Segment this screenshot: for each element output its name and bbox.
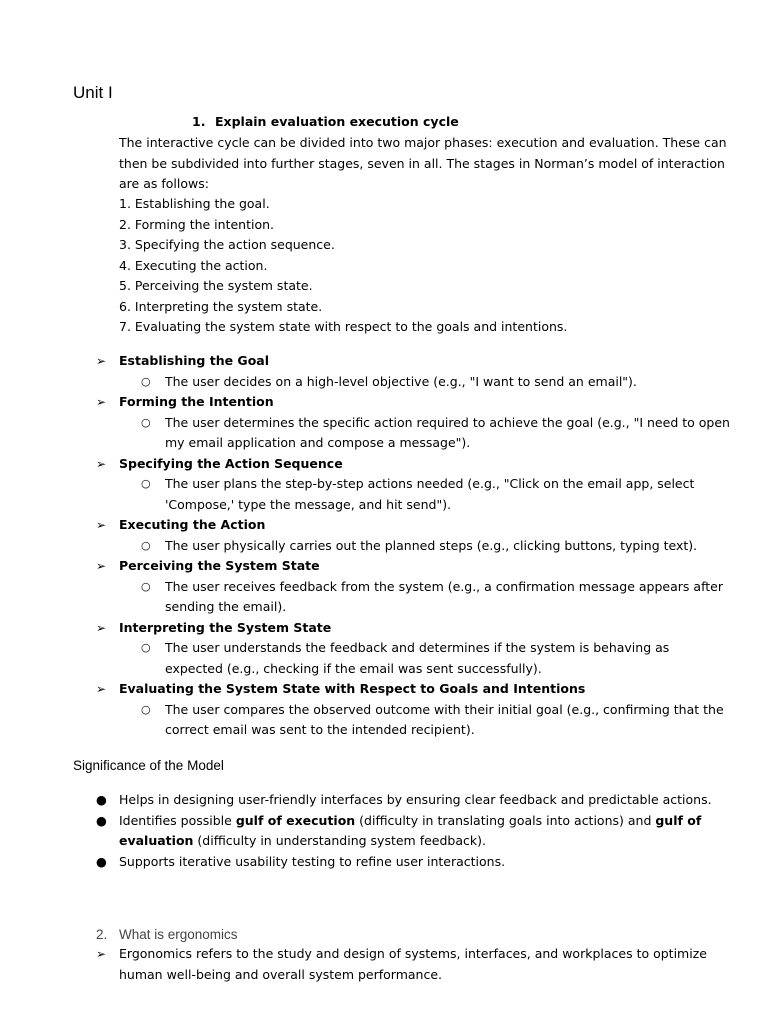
definition-text: Ergonomics refers to the study and design of systems, interfaces, and workplaces to optimize human well-being and overall system performance. [119,946,707,982]
stage-detail: The user receives feedback from the system (e.g., a confirmation message appears after sending the email). [165,578,723,614]
filled-bullet-icon: ● [96,792,107,807]
stage-detail: The user compares the observed outcome with their initial goal (e.g., confirming that the correct email was sent to the intended recipient). [165,701,724,737]
significance-heading: Significance of the Model [73,758,224,773]
significance-list [96,790,716,872]
stage-step: 1. Establishing the goal. [119,196,270,211]
question-number: 2. [96,927,108,942]
intro-paragraph [119,133,729,195]
filled-bullet-icon: ● [96,812,107,828]
gulf-of-execution-term: gulf of execution [235,812,356,828]
circle-bullet-icon: ○ [141,374,151,388]
stage-list [119,194,567,338]
stage-heading: Executing the Action [119,517,266,532]
stage-step: 7. Evaluating the system state with respect to the goals and intentions. [119,319,568,334]
circle-bullet-icon: ○ [141,641,151,654]
stage-detail-item [96,413,730,454]
stage-detail: The user decides on a high-level objective (e.g., "I want to send an email"). [165,373,637,389]
arrow-bullet-icon: ➢ [96,620,107,635]
stage-detail: The user physically carries out the planned steps (e.g., clicking buttons, typing text). [165,537,698,553]
arrow-bullet-icon: ➢ [96,456,107,471]
question-2-heading [96,927,238,942]
list-item-text [119,813,701,849]
stage-step: 6. Interpreting the system state. [119,298,323,314]
stage-heading-item [96,351,736,372]
stage-heading-item [96,454,736,475]
stage-heading: Establishing the Goal [119,353,269,368]
stage-detail-item [96,372,730,393]
circle-bullet-icon: ○ [141,477,151,490]
stage-step: 5. Perceiving the system state. [119,278,313,293]
list-item-text: Helps in designing user-friendly interfaces by ensuring clear feedback and predictable actions. [119,792,712,807]
arrow-bullet-icon: ➢ [96,354,107,368]
list-item [96,811,716,852]
stage-detail-item [96,474,730,515]
stage-step: 4. Executing the action. [119,257,268,273]
text-run: Identifies possible [119,812,236,828]
stage-detail: The user plans the step-by-step actions needed (e.g., "Click on the email app, select 'Compose,' type the message, and hit send"). [165,476,695,512]
list-item [96,852,716,873]
stage-step: 3. Specifying the action sequence. [119,237,335,252]
circle-bullet-icon: ○ [141,579,151,593]
arrow-bullet-icon: ➢ [96,518,107,532]
list-item [96,790,716,811]
list-item-text: Supports iterative usability testing to refine user interactions. [119,853,506,869]
stage-heading: Specifying the Action Sequence [119,455,343,471]
circle-bullet-icon: ○ [141,702,151,716]
stage-detail-item [96,638,730,679]
circle-bullet-icon: ○ [141,538,151,552]
ergonomics-definition [96,944,726,985]
stage-heading-item [96,556,736,577]
circle-bullet-icon: ○ [141,415,151,429]
filled-bullet-icon: ● [96,853,107,869]
stage-heading: Perceiving the System State [119,558,320,573]
arrow-bullet-icon: ➢ [96,947,107,961]
question-title: What is ergonomics [119,927,238,942]
stage-heading-item [96,392,736,413]
stage-detail-item [96,700,730,741]
stage-detail: The user determines the specific action required to achieve the goal (e.g., "I need to open my email application and compose a message"). [165,414,730,450]
stage-heading: Evaluating the System State with Respect to Goals and Intentions [119,681,586,696]
stage-detail: The user understands the feedback and determines if the system is behaving as expected (e.g., checking if the email was sent successfully). [165,640,670,676]
stage-detail-item [96,577,730,618]
stage-heading-item [96,515,736,536]
stage-heading: Forming the Intention [119,394,274,409]
stage-detail-list [96,351,736,741]
stage-step: 2. Forming the intention. [119,216,275,232]
unit-title: Unit I [73,83,113,102]
text-run: (difficulty in understanding system feedback). [193,833,486,848]
arrow-bullet-icon: ➢ [96,395,107,409]
arrow-bullet-icon: ➢ [96,559,107,573]
intro-text: The interactive cycle can be divided into two major phases: execution and evaluation. These can then be subdivided into further stages, seven in all. The stages in Norman’s model of interaction are as follows: [119,135,727,191]
question-title: Explain evaluation execution cycle [215,114,459,129]
definition-item [96,944,726,985]
stage-heading-item [96,679,736,700]
gulf-of-evaluation-term: gulf of evaluation [119,812,702,848]
arrow-bullet-icon: ➢ [96,682,107,696]
text-run: (difficulty in translating goals into actions) and [355,812,656,828]
stage-heading: Interpreting the System State [119,619,332,635]
stage-heading-item [96,618,736,639]
question-number: 1. [192,114,206,129]
stage-detail-item [96,536,730,557]
